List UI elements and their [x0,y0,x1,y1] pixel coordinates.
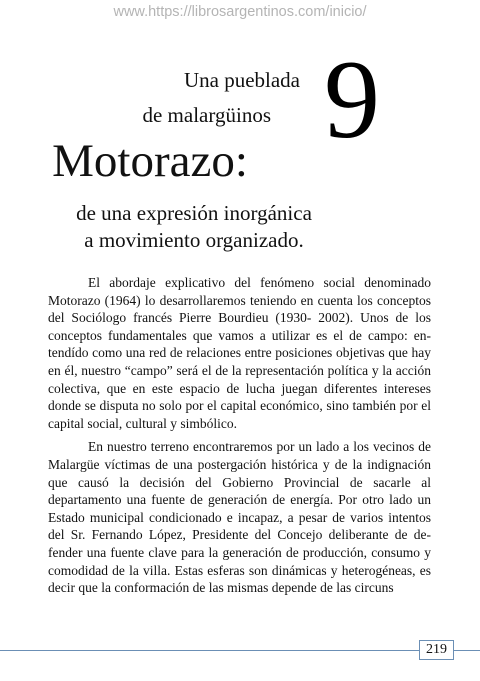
footer-rule [0,650,480,651]
body-paragraph-2: En nuestro terreno encontraremos por un lado a los vecinos de Malargüe víctimas de una postergación histórica y de la indignación que causó la decisión del Gobierno Provincial de sacarle al departamento una fuente de generación de energía. Por otro lado un Estado municipal condicionado e incapaz, a pesar de varios intentos del Sr. Fernando López, Presidente del Concejo deliberante de defender una fuente clave para la generación de producción, consumo y comodidad de la villa. Estas esferas son dinámicas y heterogéneas, es decir que la conformación de las mismas depende de las circuns [48,439,431,596]
body-text [48,274,431,603]
page-number: 219 [419,640,454,660]
chapter-title: Motorazo: [52,135,248,187]
watermark-url: www.https://librosargentinos.com/inicio/ [113,4,367,20]
body-paragraph-1: El abordaje explicativo del fenómeno social denominado Motorazo (1964) lo desarrollaremos teniendo en cuenta los conceptos del Sociólogo francés Pierre Bourdieu (1930- 2002). Unos de los conceptos fundamentales que vamos a utilizar es el de campo: entendído como una red de relaciones entre posiciones objetivas que hay en él, nuestro “campo” será el de la representación política y la acción colectiva, que en este espacio de lucha juegan diferentes intereses donde se disputa no solo por el capital económico, sino también por el capital social, cultural y simbólico. [48,275,431,431]
chapter-subtitle-top-line-2: de malargüinos [142,103,271,127]
chapter-subtitle-top-line-1: Una pueblada [183,68,300,92]
chapter-subtitle-bottom-line-1: de una expresión inorgánica [76,201,312,225]
chapter-subtitle-bottom-line-2: a movimiento organizado. [84,228,304,252]
chapter-number: 9 [324,38,380,162]
